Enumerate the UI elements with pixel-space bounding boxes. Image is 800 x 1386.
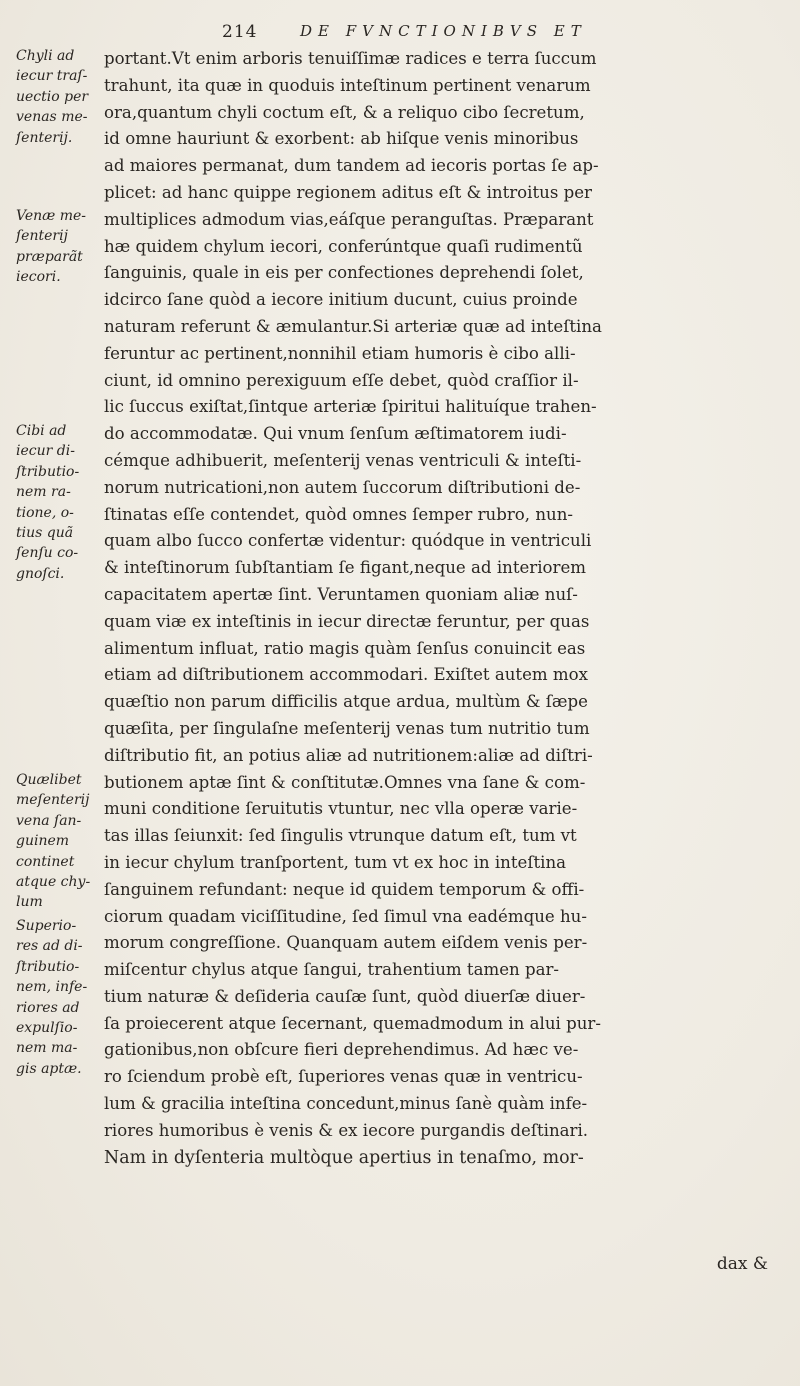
text-line: id omne hauriunt & exorbent: ab hiſque venis minoribus [104, 129, 579, 149]
text-line: do accommodatæ. Qui vnum ſenſum æſtimatorem iudi- [104, 424, 567, 444]
margin-note-venae: Venæ me- ſenterij præparãt iecori. [16, 208, 87, 286]
text-line: lum & gracilia inteſtina concedunt,minus ſanè quàm infe- [104, 1094, 588, 1114]
text-line: ro ſciendum probè eſt, ſuperiores venas quæ in ventricu- [104, 1067, 583, 1087]
text-line: tium naturæ & deſideria cauſæ ſunt, quòd diuerſæ diuer- [104, 986, 586, 1006]
text-line: naturam referunt & æmulantur.Si arteriæ quæ ad inteſtina [104, 316, 602, 336]
text-line: ora,quantum chyli coctum eſt, & a reliquo cibo ſecretum, [104, 102, 585, 122]
margin-note-chyli: Chyli ad iecur traſ- uectio per venas me- ſenterij. [16, 48, 89, 146]
text-line: norum nutricationi,non autem ſuccorum diſtributioni de- [104, 477, 581, 497]
margin-note-superio: Superio- res ad di- ſtributio- nem, infe- riores ad expulſio- nem ma- gis aptæ. [16, 918, 88, 1077]
text-line: morum congreſſione. Quanquam autem eiſdem venis per- [104, 933, 588, 953]
text-line: tas illas ſeiunxit: ſed ſingulis vtrunque datum eſt, tum vt [104, 826, 577, 846]
margin-note-quaelibet: Quælibet meſenterij vena ſan- guinem continet atque chy- lum [16, 772, 91, 911]
text-line: diſtributio fit, an potius aliæ ad nutritionem:aliæ ad diſtri- [104, 745, 593, 765]
text-line: lic ſuccus exiſtat,ſintque arteriæ ſpiritui halituíque trahen- [104, 397, 597, 417]
text-line: plicet: ad hanc quippe regionem aditus eſt & introitus per [104, 182, 592, 202]
text-line: quæſtio non parum difficilis atque ardua, multùm & ſæpe [104, 692, 588, 712]
text-line: capacitatem apertæ ſint. Veruntamen quoniam aliæ nuſ- [104, 584, 578, 604]
text-line: ciunt, id omnino perexiguum eſſe debet, quòd craſſior il- [104, 370, 579, 390]
text-line: quam albo ſucco confertæ videntur: quódque in ventriculi [104, 531, 592, 551]
text-line: feruntur ac pertinent,nonnihil etiam humoris è cibo alli- [104, 343, 576, 363]
text-line: ſanguinem refundant: neque id quidem temporum & offi- [104, 879, 585, 899]
text-line: alimentum influat, ratio magis quàm ſenſus conuincit eas [104, 638, 586, 658]
running-head: DE FVNCTIONIBVS ET [300, 22, 587, 40]
text-line: idcirco ſane quòd a iecore initium ducunt, cuius proinde [104, 290, 578, 310]
body-text [104, 46, 784, 1171]
text-line: gationibus,non obſcure fieri deprehendimus. Ad hæc ve- [104, 1040, 579, 1060]
text-line: etiam ad diſtributionem accommodari. Exiſtet autem mox [104, 665, 589, 685]
text-line: ad maiores permanat, dum tandem ad iecoris portas ſe ap- [104, 156, 599, 176]
text-line: hæ quidem chylum iecori, conferúntque quaſi rudimentũ [104, 236, 583, 256]
text-line: multiplices admodum vias,eáſque peranguſtas. Præparant [104, 209, 594, 229]
text-line: riores humoribus è venis & ex iecore purgandis deſtinari. [104, 1120, 589, 1140]
text-line: trahunt, ita quæ in quoduis inteſtinum pertinent venarum [104, 75, 591, 95]
margin-note-cibi: Cibi ad iecur di- ſtributio- nem ra- tione, o- tius quã ſenſu co- gnoſci. [16, 423, 80, 582]
text-line: & inteſtinorum ſubſtantiam ſe figant,neque ad interiorem [104, 558, 587, 578]
text-line: ſa proiecerent atque ſecernant, quemadmodum in alui pur- [104, 1013, 601, 1033]
text-line: quam viæ ex inteſtinis in iecur directæ feruntur, per quas [104, 611, 590, 631]
text-line: butionem aptæ ſint & conſtitutæ.Omnes vna ſane & com- [104, 772, 586, 792]
text-line: cémque adhibuerit, meſenterij venas ventriculi & inteſti- [104, 450, 582, 470]
text-line: miſcentur chylus atque ſangui, trahentium tamen par- [104, 960, 560, 980]
page-header [0, 22, 800, 48]
text-line: ſtinatas eſſe contendet, quòd omnes ſemper rubro, nun- [104, 504, 574, 524]
catchword: dax & [716, 1254, 768, 1274]
text-line: portant.Vt enim arboris tenuiſſimæ radices e terra ſuccum [104, 49, 597, 68]
text-line: Nam in dyſenteria multòque apertius in tenaſmo, mor- [104, 1147, 584, 1168]
text-line: muni conditione ſeruitutis vtuntur, nec vlla operæ varie- [104, 799, 578, 819]
text-line: quæſita, per ſingulaſne meſenterij venas tum nutritio tum [104, 718, 590, 738]
text-line: in iecur chylum tranſportent, tum vt ex hoc in inteſtina [104, 852, 567, 872]
page-number: 214 [222, 22, 258, 42]
text-line: ciorum quadam viciſſitudine, ſed ſimul vna eadémque hu- [104, 906, 587, 926]
text-line: ſanguinis, quale in eis per confectiones deprehendi ſolet, [104, 263, 584, 283]
